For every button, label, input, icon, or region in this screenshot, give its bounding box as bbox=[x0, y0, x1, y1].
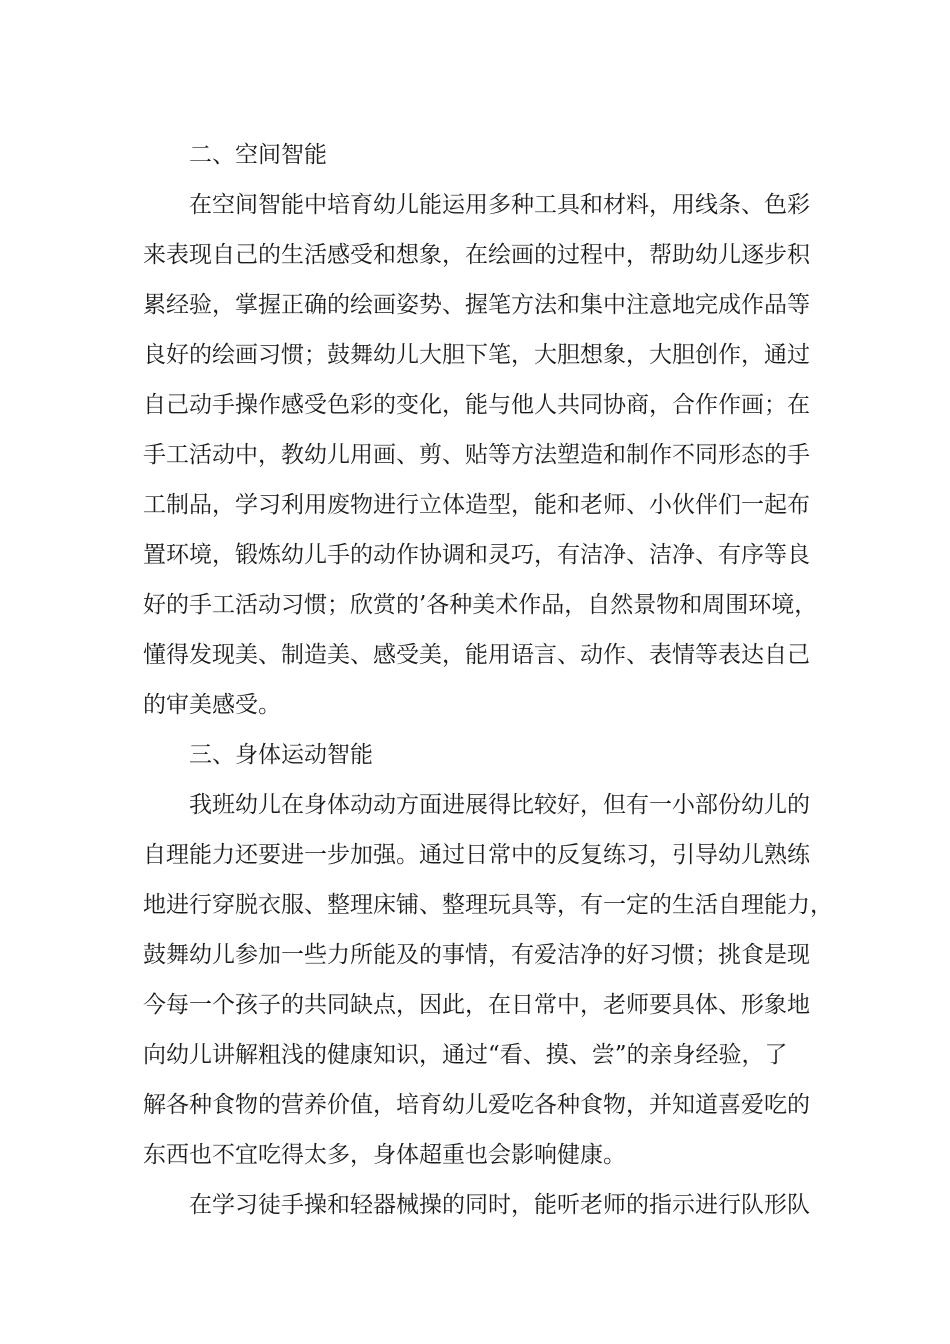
paragraph-line: 手工活动中，教幼儿用画、剪、贴等方法塑造和制作不同形态的手 bbox=[143, 442, 810, 468]
paragraph-line: 在空间智能中培育幼儿能运用多种工具和材料，用线条、色彩 bbox=[189, 192, 810, 218]
paragraph-line: 解各种食物的营养价值，培育幼儿爱吃各种食物，并知道喜爱吃的 bbox=[143, 1092, 810, 1118]
section-heading-physical: 三、身体运动智能 bbox=[189, 742, 373, 768]
document-body bbox=[143, 130, 833, 1230]
paragraph-line: 来表现自己的生活感受和想象，在绘画的过程中，帮助幼儿逐步积 bbox=[143, 242, 810, 268]
paragraph-line: 地进行穿脱衣服、整理床铺、整理玩具等，有一定的生活自理能力， bbox=[143, 892, 833, 918]
paragraph-line: 置环境，锻炼幼儿手的动作协调和灵巧，有洁净、洁净、有序等良 bbox=[143, 542, 810, 568]
paragraph-line: 向幼儿讲解粗浅的健康知识，通过“看、摸、尝”的亲身经验，了 bbox=[143, 1042, 788, 1068]
paragraph-line: 自理能力还要进一步加强。通过日常中的反复练习，引导幼儿熟练 bbox=[143, 842, 810, 868]
paragraph-line: 今每一个孩子的共同缺点，因此，在日常中，老师要具体、形象地 bbox=[143, 992, 810, 1018]
paragraph-line: 自己动手操作感受色彩的变化，能与他人共同协商，合作作画；在 bbox=[143, 392, 810, 418]
paragraph-line: 的审美感受。 bbox=[143, 692, 281, 718]
section-heading-spatial: 二、空间智能 bbox=[189, 142, 327, 168]
paragraph-line: 良好的绘画习惯；鼓舞幼儿大胆下笔，大胆想象，大胆创作，通过 bbox=[143, 342, 810, 368]
paragraph-line: 好的手工活动习惯；欣赏的’各种美术作品，自然景物和周围环境， bbox=[143, 592, 818, 618]
paragraph-line: 我班幼儿在身体动动方面进展得比较好，但有一小部份幼儿的 bbox=[189, 792, 810, 818]
paragraph-line: 在学习徒手操和轻器械操的同时，能听老师的指示进行队形队 bbox=[189, 1192, 810, 1218]
paragraph-line: 懂得发现美、制造美、感受美，能用语言、动作、表情等表达自己 bbox=[143, 642, 810, 668]
paragraph-line: 工制品，学习利用废物进行立体造型，能和老师、小伙伴们一起布 bbox=[143, 492, 810, 518]
paragraph-line: 累经验，掌握正确的绘画姿势、握笔方法和集中注意地完成作品等 bbox=[143, 292, 810, 318]
paragraph-line: 鼓舞幼儿参加一些力所能及的事情，有爱洁净的好习惯；挑食是现 bbox=[143, 942, 810, 968]
paragraph-line: 东西也不宜吃得太多，身体超重也会影响健康。 bbox=[143, 1142, 626, 1168]
